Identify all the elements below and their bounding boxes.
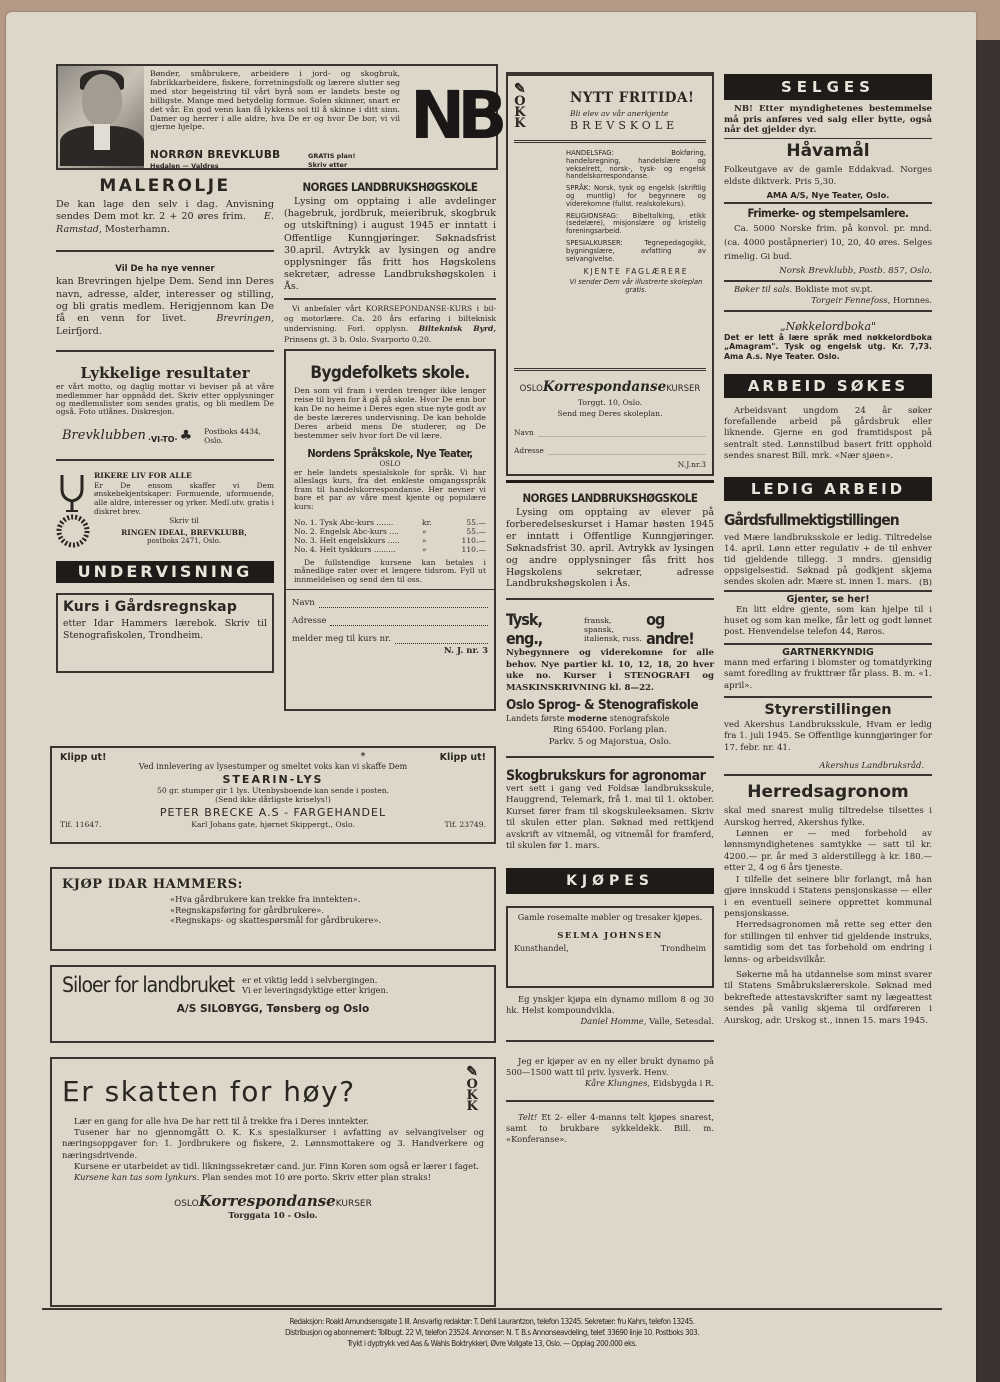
form-ref: N. J. nr. 3 xyxy=(443,646,488,657)
ad-nytt-fritida xyxy=(506,72,714,476)
subject-list xyxy=(566,150,706,294)
styrer-title: Styrerstillingen xyxy=(764,702,892,719)
subject-item: SPRÅK: Norsk, tysk og engelsk (skriftlig og muntlig) for begynnere og viderekomne (fullst. realskolekurs). xyxy=(566,184,706,208)
frimerke-seller: Norsk Brevklubb, Postb. 857, Oslo. xyxy=(779,265,932,276)
okk-logo-icon: ✎ O K K xyxy=(466,1064,478,1114)
rikere-cta: Skriv til xyxy=(169,516,199,526)
nb-logo: NB xyxy=(410,77,500,154)
herreds-p2: Lønnen er — med forbehold av lønnsmyndighetenes samtykke — satt til kr. 4200.— pr. år med 3 alderstillegg à kr. 180.— etter 2, 4 og 6 års tjeneste. xyxy=(724,829,932,874)
bilkurs-body: Vi anbefaler vårt KORRSEPONDANSE-KURS i bil- og motorlære. Ca. 20 års erfaring i bilteknisk undervisning. Forl. opplysn. Bilteknisk Byrd, Prinsens gt. 3 b. Oslo. Svarporto 0,20. xyxy=(284,303,496,344)
ad-siloer: Siloer for landbruket er et viktig ledd i selvbergingen. Vi er leveringsdyktige etter krigen. A/S SILOBYGG, Tønsberg og Oslo xyxy=(50,965,496,1043)
dynamo2-sign: Kåre Klungnes, Eidsbygda i R. xyxy=(584,1078,714,1089)
fritida-form-name[interactable]: Navn xyxy=(514,428,706,437)
dynamo2-body: Jeg er kjøper av en ny eller brukt dynamo på 500—1500 watt til priv. lysverk. Henv. xyxy=(506,1056,714,1078)
fritida-subtitle: Bli elev av vår anerkjente xyxy=(570,109,669,118)
vito-logo-script: Brevklubben xyxy=(62,428,146,444)
column-2 xyxy=(284,172,496,711)
fritida-address: Torggt. 10, Oslo. xyxy=(577,398,643,407)
herreds-p3: I tilfelle det seinere blir forlangt, må han gjøre innskudd i Statens pensjonskasse — eller i en eventuell seinere opprettet kommunal pensjonskasse. xyxy=(724,874,932,919)
herreds-p1: skal med snarest mulig tiltredelse tilsettes i Aurskog herred, Akershus fylke. xyxy=(724,806,932,828)
gardsfull-title: Gårdsfullmektigstillingen xyxy=(724,510,899,529)
sprakskole-body: er hele landets spesialskole for språk. Vi har alleslags kurs, fra det enkleste omgangsspråk fram til handelskorrespondanse. Her nevner vi bare et par av våre mest kjente og populære kurs: xyxy=(294,467,486,512)
footer xyxy=(42,1308,942,1349)
landbruk2-body: Lysing om opptaing av elever på forberedelseskurset i Hamar høsten 1945 er inntatt i Offentlige Kunngjøringer. Søknadsfrist 30. april. Avtrykk av lysingen og andre opplysninger fås fritt hos Høgskolens sekretær, adresse Landbrukshøgskolen i Ås. xyxy=(506,507,714,590)
malerolje-body: De kan lage den selv i dag. Anvisning sendes Dem mot kr. 2 + 20 øres frim. E. Ramstad, Mosterhamn. xyxy=(56,199,274,235)
siloer-title: Siloer for landbruket xyxy=(62,973,235,997)
fritida-teachers: KJENTE FAGLÆRERE xyxy=(583,267,689,277)
ad-ringen-ideal xyxy=(56,471,274,551)
skatten-p2: Tusener har no gjennomgått O. K. K.s spesialkurser i avfatting av selvangivelser og næringsoppgaver for: 1. Jordbrukere og fiskere, 2. Lønnsmottakere og 3. Handverkere og næringsdrivende. xyxy=(62,1127,484,1160)
norron-location: Hedalen — Valdres xyxy=(150,162,219,170)
course-row: No. 4. Helt tyskkurs ......... » 110.— xyxy=(294,544,486,554)
skatten-title: Er skatten for høy? xyxy=(62,1075,356,1108)
gjenter-body: En litt eldre gjente, som kan hjelpe til i huset og som kan melke, får lett og godt lønnet post. Henvendelse telefon 44, Røros. xyxy=(724,604,932,638)
venner-body: kan Brevringen hjelpe Dem. Send inn Deres navn, adresse, alder, interesser og stilling, og bli gratis medlem. Herigjennom kan De få en venn for livet. Brevringen, Leirfjord. xyxy=(56,276,274,337)
vito-address: Postboks 4434, Oslo. xyxy=(204,426,262,445)
herreds-p4: Herredsagronomen må rette seg etter den for stillingen til enhver tid gjeldende instruks, samtidig som det tas forbehold om endring i lønns- og arbeidsvilkår. xyxy=(724,920,932,965)
herreds-p5: Søkerne må ha utdannelse som minst svarer til Statens Småbrukslærerskole. Søknad med bekreftede attestavskrifter samt ny lægeattest sendes på vanlig skjema til ordføreren i Aurskog, adr. Urskog st., innen 15. mars 1945. xyxy=(724,969,932,1026)
footer-line2: Distribusjon og abonnement: Tollbugt. 22 VI, telefon 23524. Annonser: N. T. B.s Annonseavdeling, telef. 33690 linje 10. Postboks 303. xyxy=(284,1328,700,1337)
norron-cta-skriv: Skriv etter xyxy=(308,161,348,169)
nb-notice: NB! Etter myndighetenes bestemmelse må pris anføres ved salg eller bytte, også når det gjelder dyr. xyxy=(724,104,932,136)
backdrop-edge xyxy=(972,40,1000,1382)
lykkelige-body: er vårt motto, og daglig mottar vi beviser på at våre medlemmer har oppnådd det. Skriv etter opplysninger og medlemslister som sendes gratis, og bli medlem De også. Foto utlånes. Diskresjon. xyxy=(56,382,274,417)
selma-body: Gamle rosemalte møbler og tresaker kjøpes. xyxy=(517,912,703,923)
rikere-title: RIKERE LIV FOR ALLE xyxy=(94,470,192,480)
fritida-plan: Vi sender Dem vår illustrerte skoleplan gratis. xyxy=(569,278,703,295)
arbeidsvant-body: Arbeidsvant ungdom 24 år søker forefallende arbeid på gårdsbruk eller liknende. Gjerne en god framtidspost på sentralt sted. Lønnstilbud basert fritt opphold sendes snarest Bill. mrk. «Nær sjøen». xyxy=(724,405,932,462)
footer-line1: Redaksjon: Roald Amundsensgate 1 III. Ansvarlig redaktør: T. Dehli Laurantzon, telefon 13245. Sekretær: fru Kahrs, telefon 13245. xyxy=(289,1317,695,1326)
dynamo1-sign: Daniel Homme, Valle, Setesdal. xyxy=(580,1016,714,1027)
malerolje-title: MALEROLJE xyxy=(99,176,231,196)
fritida-ref: N.J.nr.3 xyxy=(677,460,706,469)
boker-sign: Torgeir Fennefoss, Hornnes. xyxy=(811,294,932,305)
kjopes-banner: KJØPES xyxy=(506,868,714,894)
styrer-sign: Akershus Landbruksråd. xyxy=(819,760,924,771)
lykkelige-title: Lykkelige resultater xyxy=(80,364,250,383)
ad-gardsregnskap xyxy=(56,593,274,673)
skatten-p1: Lær en gang for alle hva De har rett til å trekke fra i Deres inntekter. xyxy=(74,1116,369,1126)
course-price-list xyxy=(294,518,486,554)
dynamo1-body: Eg ynskjer kjøpa ein dynamo millom 8 og 30 hk. Helst kompoundvikla. xyxy=(506,994,714,1016)
hammers-book: «Regnskaps- og skattespørsmål for gårdbrukere». xyxy=(170,915,382,925)
havamal-body: Folkeutgave av de gamle Eddakvad. Norges eldste diktverk. Pris 5,30. xyxy=(724,164,932,187)
column-1 xyxy=(56,172,274,673)
selges-banner: SELGES xyxy=(724,74,932,100)
ad-bygdefolkets-skole xyxy=(284,349,496,711)
ad-selma-johnsen xyxy=(506,906,714,988)
fritida-title: NYTT FRITIDA! xyxy=(570,90,695,106)
styrer-body: ved Akershus Landbruksskule, Hvam er ledig fra 1. juli 1945. Se Offentlige kunngjøringer for 17. febr. nr. 41. xyxy=(724,720,932,753)
stearin-line1: 50 gr. stumper gir 1 lys. Utenbysboende kan sende i posten. xyxy=(157,786,389,795)
hammers-title: KJØP IDAR HAMMERS: xyxy=(62,877,243,892)
vito-logo-row xyxy=(56,427,274,445)
stearin-line2: (Send ikke dårligste kriselys!) xyxy=(215,795,331,804)
fritida-brand: OSLOKorrespondanseKURSER xyxy=(519,379,701,395)
norron-body: Bønder, småbrukere, arbeidere i jord- og skogbruk, fabrikkarbeidere, fiskere, forretningsfolk og lærere slutter seg med stor begeistring til vårt byrå som er landets beste og billigste. Mange med betydelig formue. Solen skinner, snart er det vår. En god venn kan få lykkens sol til å skinne i ditt sinn. Damer og herrer i alle aldre, hva De er og hvor De bor, vi vil gjerne hjelpe. xyxy=(150,69,400,132)
fritida-brevskole: BREVSKOLE xyxy=(570,119,679,132)
stearin-intro: Ved innlevering av lysestumper og smeltet voks kan vi skaffe Dem xyxy=(138,762,408,771)
sprog-headline: Tysk, eng., fransk, spansk, italiensk, russ. og andre! xyxy=(506,610,694,649)
gjenter-title: Gjenter, se her! xyxy=(786,593,870,605)
norron-cta-gratis: GRATIS plan! xyxy=(308,152,356,160)
stearin-product: STEARIN-LYS xyxy=(222,773,324,786)
subject-item: HANDELSFAG: Bokføring, handelsregning, handelslære og vekselrett, norsk-, tysk- og engelsk handelskorrespondanse. xyxy=(566,149,706,181)
clip-row: Klipp ut! * Klipp ut! xyxy=(60,752,486,763)
ringen-logo-icon xyxy=(56,471,90,551)
siloer-company: A/S SILOBYGG, Tønsberg og Oslo xyxy=(176,1003,370,1015)
telt-body: Telt! Et 2- eller 4-manns telt kjøpes snarest, samt to brukbare sykkeldekk. Bill. m. «Konferanse». xyxy=(506,1112,714,1145)
gartner-title: GARTNERKYNDIG xyxy=(782,646,874,658)
skatten-address: Torggata 10 - Oslo. xyxy=(228,1210,318,1221)
form-name-row[interactable]: Navn xyxy=(292,598,488,608)
gardsregnskap-title: Kurs i Gårdsregnskap xyxy=(63,598,238,615)
landbruk2-title: NORGES LANDBRUKSHØGSKOLE xyxy=(522,491,698,505)
sprakskole-name: Nordens Språkskole, Nye Teater, xyxy=(307,446,473,460)
course-row: No. 1. Tysk Abc-kurs ....... kr. 55.— xyxy=(294,517,486,527)
stearin-contact-row: Tlf. 11647. Karl Johans gate, hjørnet Skippergt., Oslo. Tlf. 23749. xyxy=(60,820,486,829)
vito-logo-name: ·VI-TO· xyxy=(147,435,178,445)
nokkel-title: „Nøkkelordboka" xyxy=(779,319,877,333)
norron-name: NORRØN BREVKLUBB xyxy=(150,149,281,161)
undervisning-banner: UNDERVISNING xyxy=(56,561,274,583)
form-course-row[interactable]: melder meg til kurs nr. xyxy=(292,634,488,644)
frimerke-body: Ca. 5000 Norske frim. på konvol. pr. mnd. (ca. 4000 poståpnerier) 10, 20, 40 øres. Selges rimelig. Gi bud. xyxy=(724,223,932,262)
sprakskole-city: OSLO xyxy=(379,459,401,468)
skogbruk-body: vert sett i gang ved Foldsæ landbruksskule, Hauggrend, Telemark, frå 1. mai til 1. oktober. Kurset fører fram til skogskuleeksamen. Skriv til skulen etter plan. Søknad med rettkjend avskrift av vitnemål, og vitnemål for framferd, til skulen før 1. mars. xyxy=(506,783,714,851)
sprog-line1: Landets første moderne stenografskole xyxy=(506,713,670,723)
form-address-row[interactable]: Adresse xyxy=(292,616,488,626)
column-4 xyxy=(724,74,932,1027)
selma-place-row: Kunsthandel, Trondheim xyxy=(514,943,706,954)
skatten-p4: Kursene kan tas som lynkurs. Plan sendes mot 10 øre porto. Skriv etter plan straks! xyxy=(74,1172,431,1183)
landbruk1-title: NORGES LANDBRUKSHØGSKOLE xyxy=(302,180,478,194)
course-row: No. 2. Engelsk Abc-kurs .... » 55.— xyxy=(294,526,486,536)
hammers-book: «Regnskapsføring for gårdbrukere». xyxy=(170,904,325,915)
skatten-p3: Kursene er utarbeidet av tidl. likningssekretær cand. jur. Finn Koren som også er lærer i faget. xyxy=(74,1160,480,1171)
havamal-title: Håvamål xyxy=(786,140,870,161)
frimerke-title: Frimerke- og stempelsamlere. xyxy=(747,205,909,220)
havamal-seller: AMA A/S, Nye Teater, Oslo. xyxy=(766,189,890,200)
bygdefolk-title: Bygdefolkets skole. xyxy=(310,363,470,384)
nokkel-body: Det er lett å lære språk med nøkkelordboka „Amagram". Tysk og engelsk utg. Kr. 7,73. Ama A.s. Nye Teater. Oslo. xyxy=(724,332,932,361)
subject-item: SPESIALKURSER: Tegnepedagogikk, bygningslære, avfatting av selvangivelse. xyxy=(566,238,706,263)
okk-logo-icon: ✎ O K K xyxy=(514,81,526,131)
sprog-line3: Parkv. 5 og Majorstua, Oslo. xyxy=(548,736,672,747)
newspaper-page xyxy=(6,12,976,1382)
skatten-brand: OSLOKorrespondanseKURSER xyxy=(174,1192,372,1211)
footer-line3: Trykt i dyptrykk ved Aas & Wahls Boktrykkeri, Øvre Vollgate 13, Oslo. — Opplag 200.000 eks. xyxy=(347,1339,637,1348)
boker-ad: Bøker til sals. Bokliste mot sv.pt. xyxy=(734,283,873,294)
column-3 xyxy=(506,72,714,1145)
herreds-title: Herredsagronom xyxy=(747,782,909,803)
fritida-send: Send meg Deres skoleplan. xyxy=(557,409,663,418)
bygdefolk-body: Den som vil fram i verden trenger ikke lenger reise til byen for å gå på skole. Hvor De enn bor kan De no heime i Deres egen stue nyte godt av de beste læreres undervisning. De kan beholde Deres arbeid mens De studerer, og De bestemmer selv hvor fort De vil lære. xyxy=(294,386,486,440)
gardsfull-body: ved Mære landbruksskole er ledig. Tiltredelse 14. april. Lønn etter regulativ + de til enhver tid gjeldende tillegg. 3 mndrs. gjensidig oppsigelsestid. Søknad på godkjent skjema sendes skolen adr. Mære st. innen 1. mars. xyxy=(724,532,932,588)
arbeid-sokes-banner: ARBEID SØKES xyxy=(724,374,932,398)
sprog-body: Nybegynnere og viderekomne for alle behov. Nye partier kl. 10, 12, 18, 20 hver uke no. Kurser i STENOGRAFI og MASKINSKRIVNING kl. 8—22. xyxy=(506,648,714,693)
gardsregnskap-body: etter Idar Hammers lærebok. Skriv til Stenografiskolen, Trondheim. xyxy=(63,617,267,641)
ad-idar-hammers xyxy=(50,867,496,951)
venner-title: Vil De ha nye venner xyxy=(115,264,215,275)
rikere-name: RINGEN IDEAL, BREVKLUBB, xyxy=(121,528,247,538)
sprakskole-body3: De fullstendige kursene kan betales i månedlige rater over et lengere tidsrom. Fyll ut innmeldelsen og send den til oss. xyxy=(294,557,486,584)
stearin-company: PETER BRECKE A.S - FARGEHANDEL xyxy=(159,806,387,819)
ad-stearin-lys xyxy=(50,746,496,844)
selma-name: SELMA JOHNSEN xyxy=(557,931,663,942)
gartner-body: mann med erfaring i blomster og tomatdyrking samt foredling av frukttrær får plass. B. m. «1. april». xyxy=(724,657,932,691)
ad-norron-brevklubb xyxy=(56,64,498,170)
ledig-arbeid-banner: LEDIG ARBEID xyxy=(724,477,932,501)
gardsfull-mark: (B) xyxy=(918,577,932,588)
rikere-address: postboks 2471, Oslo. xyxy=(146,537,221,546)
sprog-school: Oslo Sprog- & Stenografiskole xyxy=(506,696,699,713)
rikere-body: Er De ensom skaffer vi Dem ønskebekjentskaper: Formuende, uformuende, alle aldre, interesser og yrker. Medl.utv. gratis i diskret brev. xyxy=(94,480,274,516)
portrait-photo xyxy=(58,66,144,168)
course-row: No. 3. Helt engelskkurs ..... » 110.— xyxy=(294,535,486,545)
ad-er-skatten-for-hoy xyxy=(50,1057,496,1307)
hammers-book-list xyxy=(170,894,484,926)
subject-item: RELIGIONSFAG: Bibeltolking, etikk (sedelære), misjonslære og kristelig foreningsarbeid. xyxy=(566,211,706,236)
clover-icon: ♣ xyxy=(179,427,193,444)
fritida-form-address[interactable]: Adresse xyxy=(514,446,706,455)
skogbruk-title: Skogbrukskurs for agronomar xyxy=(506,767,706,784)
hammers-book: «Hva gårdbrukere kan trekke fra inntekten». xyxy=(170,894,361,904)
sprog-line2: Ring 65400. Forlang plan. xyxy=(553,724,667,735)
landbruk1-body: Lysing om opptaing i alle avdelinger (hagebruk, jordbruk, meieribruk, skogbruk og utskiftning) i august 1945 er inntatt i Offentlige Kunngjøringer. Søknadsfrist 30.april. Avtrykk av lysingen og andre opplysninger fås fritt hos Høgskolens sekretær, adresse Landbrukshøgskolen i Ås. xyxy=(284,196,496,293)
enrollment-form xyxy=(286,589,494,656)
